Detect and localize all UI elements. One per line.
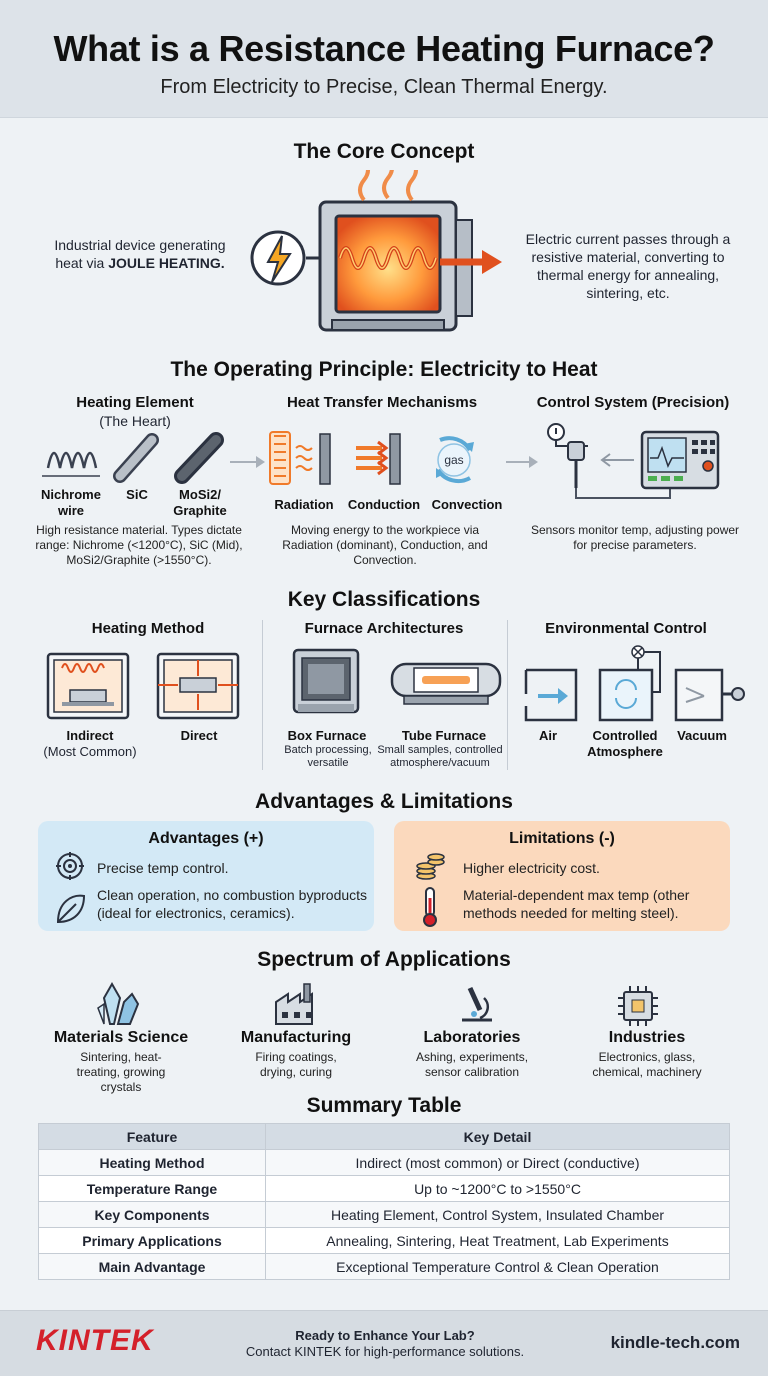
architecture-icons [284,646,504,720]
core-right-text: Electric current passes through a resistive material, converting to thermal energy for annealing, sintering, etc. [525,231,731,301]
table-cell: Temperature Range [39,1176,266,1202]
core-concept-title: The Core Concept [293,140,475,163]
direct-label: Direct [180,728,218,743]
output-arrow [482,250,502,274]
heating-element-icons [40,432,240,488]
indirect-label: Indirect [66,728,114,743]
core-left-text [40,236,240,272]
summary-table [38,1123,730,1280]
controlled-atmosphere-icon [600,646,660,720]
sic-label: SiC [126,487,148,502]
limitation-item: Higher electricity cost. [463,860,600,876]
heating-method-icons [44,650,244,722]
advantages-title: Advantages (+) [148,830,264,847]
table-row [39,1176,730,1202]
target-icon [56,852,84,880]
limitations-icons [414,852,446,928]
summary-title: Summary Table [306,1094,462,1117]
architectures-title: Furnace Architectures [304,620,464,637]
tube-furnace-icon [392,664,500,704]
app-name: Laboratories [423,1029,521,1046]
graphite-rod-icon [182,440,216,476]
vacuum-icon [676,670,744,720]
indirect-note: (Most Common) [43,744,137,759]
divider [507,620,508,770]
control-system-desc: Sensors monitor temp, adjusting power for precise parameters. [530,523,740,552]
footer-cta-title: Ready to Enhance Your Lab? [295,1328,475,1343]
footer-cta-text: Contact KINTEK for high-performance solutions. [245,1344,525,1359]
conduction-icon [356,434,400,484]
radiation-label: Radiation [274,497,334,512]
app-desc: Sintering, heat-treating, growing crystals [76,1050,166,1094]
advantage-item: Precise temp control. [97,860,229,876]
table-cell: Annealing, Sintering, Heat Treatment, Lab Experiments [266,1228,730,1254]
heat-transfer-icons [266,426,506,492]
box-furnace-note: Batch processing, versatile [284,744,372,769]
tube-furnace-label: Tube Furnace [401,728,487,743]
adv-lim-title: Advantages & Limitations [255,790,513,813]
app-desc: Electronics, glass, chemical, machinery [592,1050,702,1079]
box-furnace-label: Box Furnace [287,728,367,743]
advantage-item: Clean operation, no combustion byproducts (ideal for electronics, ceramics). [97,887,368,921]
applications-title: Spectrum of Applications [257,948,511,971]
table-cell: Heating Method [39,1150,266,1176]
control-system-icons [538,418,728,518]
heating-element-title: Heating Element [76,394,194,411]
table-row [39,1228,730,1254]
heating-method-title: Heating Method [91,620,205,637]
mosi2-label: MoSi2/ Graphite [173,487,227,518]
indirect-heating-icon [48,654,128,718]
vacuum-label: Vacuum [677,728,727,743]
convection-label: Convection [431,497,503,512]
nichrome-label: Nichrome wire [41,487,101,518]
app-name: Manufacturing [240,1029,352,1046]
table-row [39,1150,730,1176]
app-name: Materials Science [53,1029,189,1046]
limitations-title: Limitations (-) [509,830,615,847]
table-row [39,1202,730,1228]
kintek-logo: KINTEK [36,1324,154,1357]
air-icon [526,670,576,720]
crystal-icon [98,984,138,1024]
nichrome-coil-icon [42,453,100,476]
chip-icon [618,986,658,1026]
table-header-cell: Feature [39,1124,266,1150]
app-name: Industries [608,1029,686,1046]
footer-url-link[interactable]: kindle-tech.com [610,1333,740,1352]
box-furnace-icon [294,650,358,712]
page-title: What is a Resistance Heating Furnace? [53,28,715,69]
application-icons [0,980,768,1028]
sic-rod-icon [120,440,152,476]
advantages-icons [54,852,86,928]
control-system-title: Control System (Precision) [536,394,730,411]
controller-panel-icon [642,432,718,488]
table-header-cell: Key Detail [266,1124,730,1150]
core-left-main: Industrial device generating heat via [54,237,226,271]
conduction-label: Conduction [347,497,421,512]
table-cell: Up to ~1200°C to >1550°C [266,1176,730,1202]
table-header-row [39,1124,730,1150]
furnace-illustration [240,170,520,340]
leaf-icon [58,896,84,922]
table-cell: Primary Applications [39,1228,266,1254]
air-label: Air [538,728,558,743]
tube-furnace-note: Small samples, controlled atmosphere/vacuum [377,744,503,769]
environment-icons [520,644,746,724]
controlled-atmosphere-label: Controlled Atmosphere [587,728,663,759]
lightning-icon [252,232,328,284]
heating-element-subtitle: (The Heart) [99,413,171,429]
microscope-icon [462,988,492,1020]
core-left-emph: JOULE HEATING. [108,255,225,271]
app-desc: Firing coatings, drying, curing [255,1050,337,1079]
table-cell: Main Advantage [39,1254,266,1280]
table-cell: Exceptional Temperature Control & Clean Operation [266,1254,730,1280]
factory-icon [276,984,312,1024]
divider [262,620,263,770]
gas-label: gas [444,453,464,467]
limitation-item: Material-dependent max temp (other methods needed for melting steel). [463,887,690,921]
heat-transfer-title: Heat Transfer Mechanisms [286,394,478,411]
table-cell: Indirect (most common) or Direct (conductive) [266,1150,730,1176]
coins-icon [417,854,444,879]
principle-title: The Operating Principle: Electricity to Heat [170,358,598,381]
thermometer-icon [424,888,436,926]
heating-element-desc: High resistance material. Types dictate range: Nichrome (<1200°C), SiC (Mid), MoSi2/Graphite (>1550°C). [35,523,243,567]
app-desc: Ashing, experiments, sensor calibration [415,1050,529,1079]
classifications-title: Key Classifications [287,588,481,611]
table-cell: Key Components [39,1202,266,1228]
table-cell: Heating Element, Control System, Insulated Chamber [266,1202,730,1228]
direct-heating-icon [158,654,238,718]
table-row [39,1254,730,1280]
radiation-icon [270,432,330,484]
environment-title: Environmental Control [545,620,707,637]
heat-transfer-desc: Moving energy to the workpiece via Radiation (dominant), Conduction, and Convection. [282,523,488,567]
page-subtitle: From Electricity to Precise, Clean Thermal Energy. [160,76,608,98]
